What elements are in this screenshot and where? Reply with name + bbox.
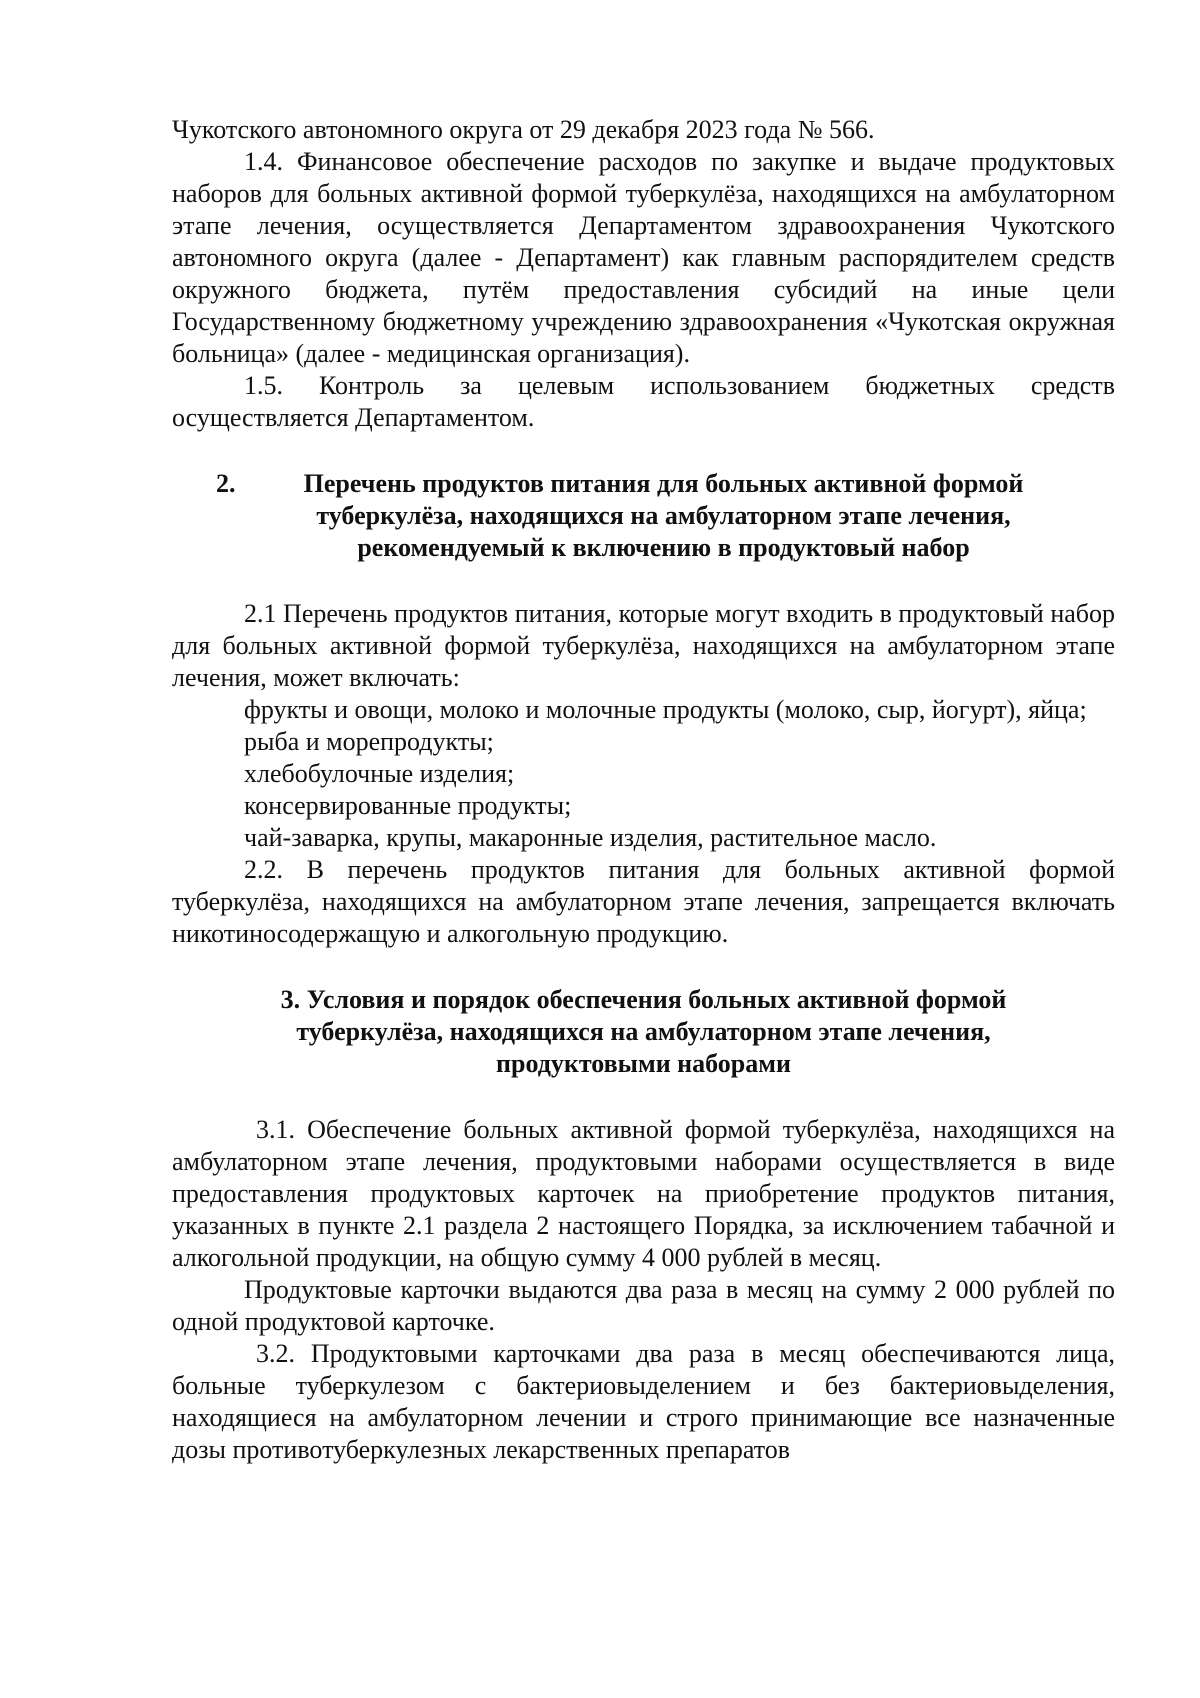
- section-3-heading: 3. Условия и порядок обеспечения больных активной формой туберкулёза, находящихся на амбулаторном этапе лечения, продуктовыми наборами: [280, 985, 1007, 1078]
- section-2-number: 2.: [216, 469, 236, 498]
- paragraph-intro: Чукотского автономного округа от 29 декабря 2023 года № 566.: [172, 115, 875, 144]
- paragraph-3-1: 3.1. Обеспечение больных активной формой туберкулёза, находящихся на амбулаторном этапе лечения, продуктовыми наборами осуществляется в виде предоставления продуктовых карточек на приобретение продуктов питания, указанных в пункте 2.1 раздела 2 настоящего Порядка, за исключением табачной и алкогольной продукции, на общую сумму 4 000 рублей в месяц.: [172, 1115, 1115, 1272]
- product-list: [172, 694, 1115, 854]
- document-page: [172, 114, 1115, 1466]
- list-item: фрукты и овощи, молоко и молочные продукты (молоко, сыр, йогурт), яйца;: [244, 695, 1087, 724]
- list-item: рыба и морепродукты;: [244, 727, 494, 756]
- list-item: хлебобулочные изделия;: [244, 759, 515, 788]
- section-2-heading: [172, 468, 1115, 564]
- paragraph-1-5: 1.5. Контроль за целевым использованием бюджетных средств осуществляется Департаментом.: [172, 371, 1115, 432]
- section-2-title: Перечень продуктов питания для больных активной формой туберкулёза, находящихся на амбулаторном этапе лечения, рекомендуемый к включению в продуктовый набор: [303, 469, 1024, 562]
- paragraph-1-4: 1.4. Финансовое обеспечение расходов по закупке и выдаче продуктовых наборов для больных активной формой туберкулёза, находящихся на амбулаторном этапе лечения, осуществляется Департаментом здравоохранения Чукотского автономного округа (далее - Департамент) как главным распорядителем средств окружного бюджета, путём предоставления субсидий на иные цели Государственному бюджетному учреждению здравоохранения «Чукотская окружная больница» (далее - медицинская организация).: [172, 147, 1115, 368]
- list-item: консервированные продукты;: [244, 791, 572, 820]
- paragraph-2-2: 2.2. В перечень продуктов питания для больных активной формой туберкулёза, находящихся на амбулаторном этапе лечения, запрещается включать никотиносодержащую и алкогольную продукцию.: [172, 855, 1115, 948]
- paragraph-cards: Продуктовые карточки выдаются два раза в месяц на сумму 2 000 рублей по одной продуктовой карточке.: [172, 1275, 1115, 1336]
- list-item: чай-заварка, крупы, макаронные изделия, растительное масло.: [244, 823, 937, 852]
- paragraph-3-2: 3.2. Продуктовыми карточками два раза в месяц обеспечиваются лица, больные туберкулезом с бактериовыделением и без бактериовыделения, находящиеся на амбулаторном лечении и строго принимающие все назначенные дозы противотуберкулезных лекарственных препаратов: [172, 1339, 1115, 1464]
- paragraph-2-1: 2.1 Перечень продуктов питания, которые могут входить в продуктовый набор для больных активной формой туберкулёза, находящихся на амбулаторном этапе лечения, может включать:: [172, 599, 1115, 692]
